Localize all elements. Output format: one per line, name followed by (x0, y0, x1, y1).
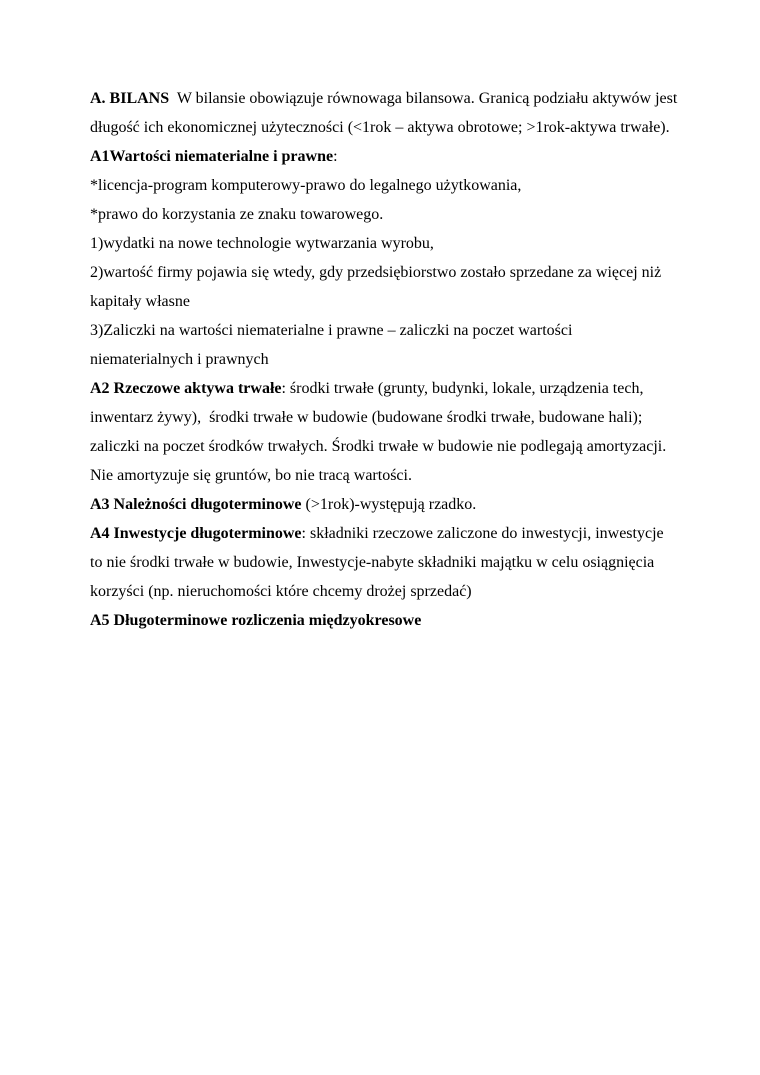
text-run: 2)wartość firmy pojawia się wtedy, gdy przedsiębiorstwo zostało sprzedane za więcej niż kapitały własne (90, 264, 666, 310)
paragraph-a3 (90, 490, 678, 519)
paragraph-a1-heading (90, 142, 678, 171)
text-run: 1)wydatki na nowe technologie wytwarzania wyrobu, (90, 235, 434, 252)
heading-run-bilans: A. BILANS (90, 90, 170, 107)
paragraph-a4 (90, 519, 678, 606)
text-run: *prawo do korzystania ze znaku towarowego. (90, 206, 384, 223)
paragraph-a5-heading (90, 606, 678, 635)
heading-run-a3: A3 Należności długoterminowe (90, 496, 302, 513)
text-run: : środki trwałe (grunty, budynki, lokale, urządzenia tech, inwentarz żywy), środki trwałe w budowie (budowane środki trwałe, budowane hali); zaliczki na poczet środków trwałych. Środki trwałe w budowie nie podlegają amortyzacji. Nie amortyzuje się gruntów, bo nie tracą wartości. (90, 380, 671, 484)
heading-run-a5: A5 Długoterminowe rozliczenia międzyokresowe (90, 612, 422, 629)
text-run: : (333, 148, 338, 165)
paragraph-licencja (90, 171, 678, 200)
heading-run-a4: A4 Inwestycje długoterminowe (90, 525, 302, 542)
paragraph-wydatki (90, 229, 678, 258)
text-run: *licencja-program komputerowy-prawo do legalnego użytkowania, (90, 177, 522, 194)
heading-run-a2: A2 Rzeczowe aktywa trwałe (90, 380, 282, 397)
paragraph-a2 (90, 374, 678, 490)
paragraph-wartosc-firmy (90, 258, 678, 316)
text-run: : składniki rzeczowe zaliczone do inwestycji, inwestycje to nie środki trwałe w budowie, Inwestycje-nabyte składniki majątku w celu osiągnięcia korzyści (np. nieruchomości które chcemy drożej sprzedać) (90, 525, 668, 600)
text-run: 3)Zaliczki na wartości niematerialne i prawne – zaliczki na poczet wartości niematerialnych i prawnych (90, 322, 577, 368)
text-run: (>1rok)-występują rzadko. (301, 496, 477, 513)
paragraph-bilans-intro (90, 84, 682, 142)
paragraph-prawo-znak (90, 200, 678, 229)
paragraph-zaliczki (90, 316, 678, 374)
document-body (90, 84, 682, 635)
heading-run-a1: A1Wartości niematerialne i prawne (90, 148, 334, 165)
text-run: W bilansie obowiązuje równowaga bilansowa. Granicą podziału aktywów jest długość ich ekonomicznej użyteczności (<1rok – aktywa obrotowe; >1rok-aktywa trwałe). (90, 90, 682, 136)
